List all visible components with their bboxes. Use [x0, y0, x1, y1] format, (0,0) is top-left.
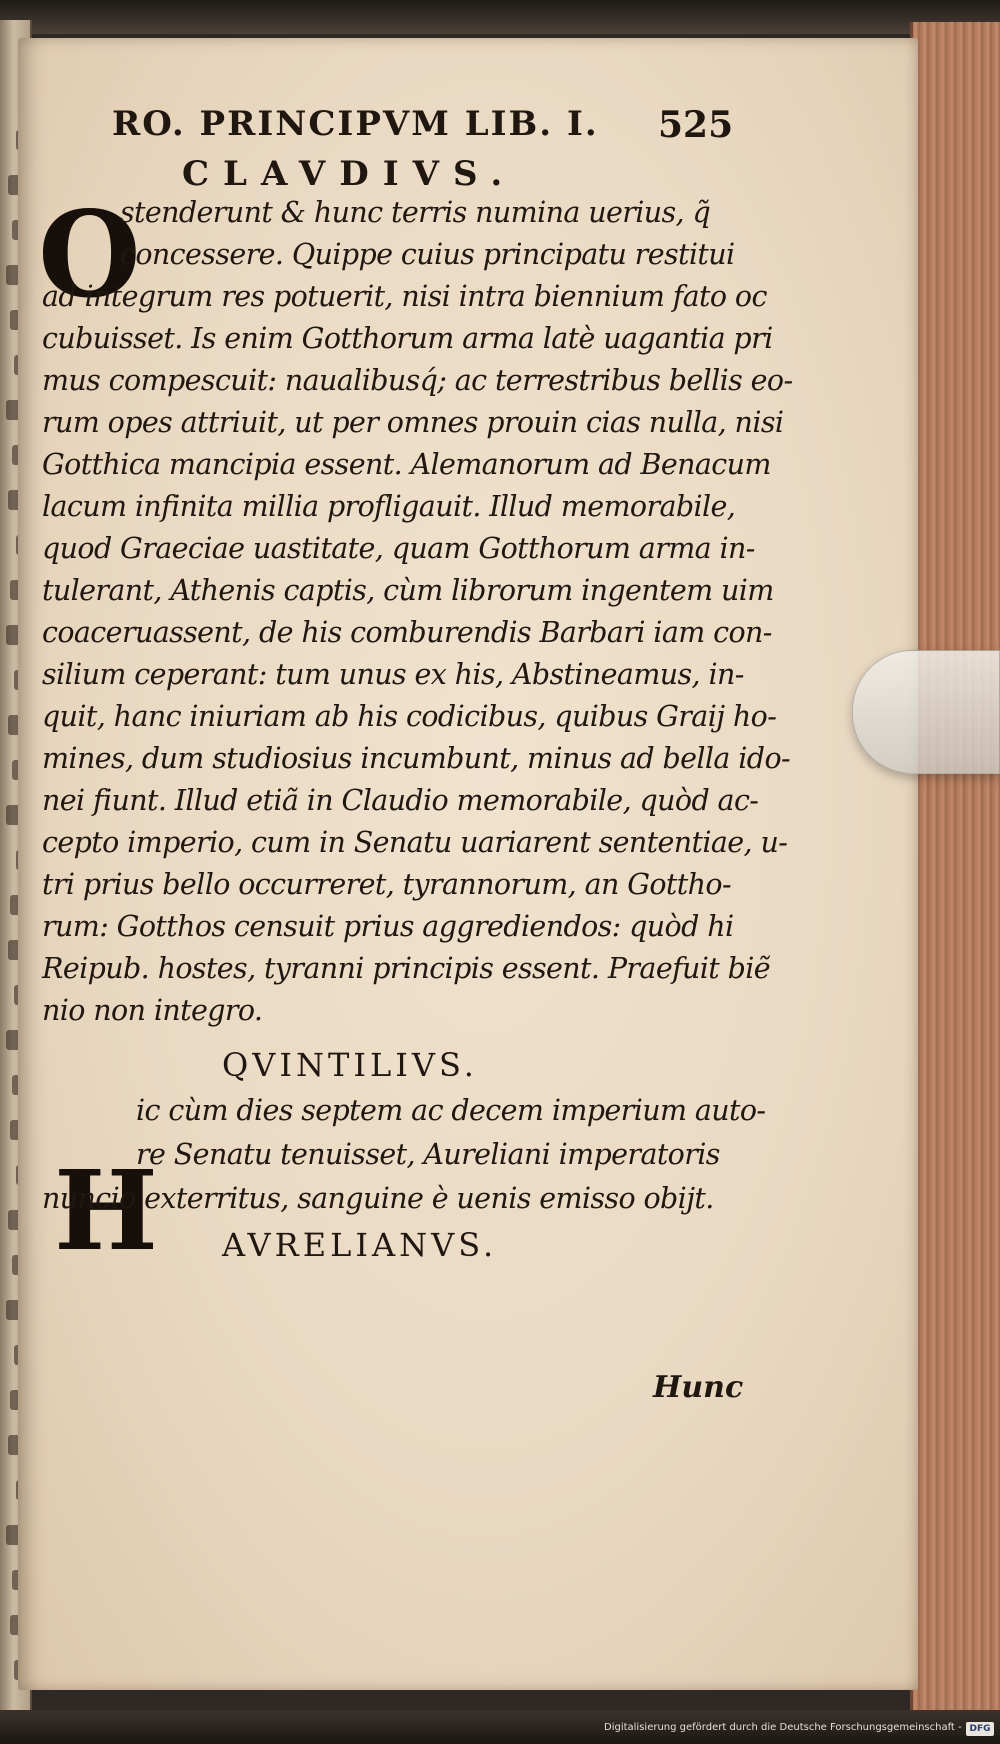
text-line: quod Graeciae uastitate, quam Gotthorum arma in-	[42, 532, 755, 565]
top-binding-shadow	[0, 0, 1000, 34]
text-line: rum: Gotthos censuit prius aggrediendos: quòd hi	[42, 910, 734, 943]
text-line: quit, hanc iniuriam ab his codicibus, quibus Graij ho-	[42, 700, 777, 733]
text-line: lacum infinita millia profligauit. Illud memorabile,	[42, 490, 736, 523]
text-line: silium ceperant: tum unus ex his, Abstineamus, in-	[42, 658, 744, 691]
page-clip-marker	[852, 650, 1000, 774]
book-fore-edge	[910, 22, 1000, 1712]
drop-cap-h: H	[54, 1146, 158, 1275]
section-title-quintilius: QVINTILIVS.	[222, 1046, 478, 1084]
text-line: ic cùm dies septem ac decem imperium auto-	[136, 1094, 766, 1127]
text-line: re Senatu tenuisset, Aureliani imperatoris	[136, 1138, 720, 1171]
text-line: stenderunt & hunc terris numina uerius, q̃	[120, 196, 711, 229]
text-line: nei fiunt. Illud etiã in Claudio memorabile, quòd ac-	[42, 784, 759, 817]
catchword: Hunc	[653, 1370, 744, 1405]
digitization-credit: Digitalisierung gefördert durch die Deutsche Forschungsgemeinschaft -	[604, 1722, 962, 1733]
dfg-logo: DFG	[966, 1722, 994, 1736]
text-line: Reipub. hostes, tyranni principis essent. Praefuit biẽ	[42, 952, 771, 985]
text-line: tulerant, Athenis captis, cùm librorum ingentem uim	[42, 574, 774, 607]
page-number: 525	[658, 104, 734, 146]
drop-cap-o: O	[38, 185, 141, 324]
section-title-claudius: CLAVDIVS.	[182, 154, 517, 194]
text-line: mines, dum studiosius incumbunt, minus ad bella ido-	[42, 742, 791, 775]
text-line: nio non integro.	[42, 994, 263, 1027]
text-line: rum opes attriuit, ut per omnes prouin cias nulla, nisi	[42, 406, 784, 439]
running-title: RO. PRINCIPVM LIB. I.	[112, 104, 599, 144]
section-title-aurelianus: AVRELIANVS.	[222, 1226, 498, 1264]
text-line: cepto imperio, cum in Senatu uariarent sententiae, u-	[42, 826, 788, 859]
text-line: Gotthica mancipia essent. Alemanorum ad Benacum	[42, 448, 771, 481]
text-line: concessere. Quippe cuius principatu restitui	[120, 238, 735, 271]
text-line: mus compescuit: naualibusq́; ac terrestribus bellis eo-	[42, 364, 793, 397]
text-line: cubuisset. Is enim Gotthorum arma latè uagantia pri	[42, 322, 773, 355]
text-line: coaceruassent, de his comburendis Barbari iam con-	[42, 616, 772, 649]
text-line: tri prius bello occurreret, tyrannorum, an Gottho-	[42, 868, 731, 901]
text-line: nuncio exterritus, sanguine è uenis emisso obijt.	[42, 1182, 714, 1215]
text-line: ad integrum res potuerit, nisi intra biennium fato oc	[42, 280, 767, 313]
